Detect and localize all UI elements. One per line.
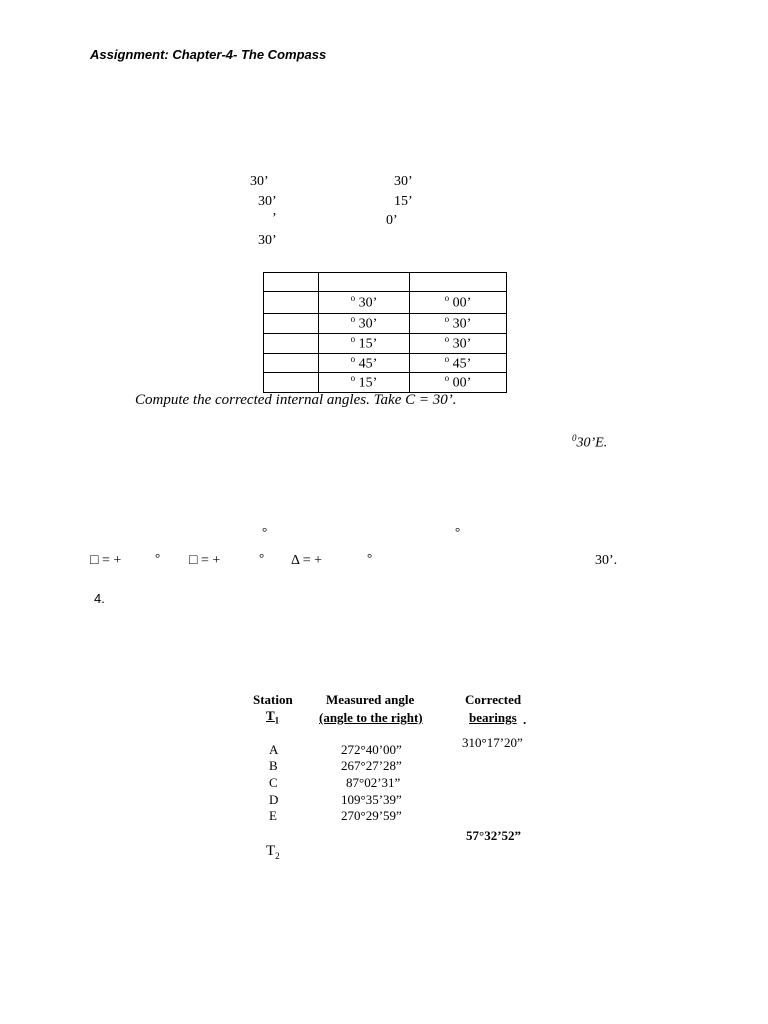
page-title: Assignment: Chapter-4- The Compass bbox=[90, 47, 327, 62]
angle-table bbox=[263, 272, 507, 393]
station-label: E bbox=[269, 808, 277, 823]
degree-mark: ° bbox=[262, 524, 268, 539]
bearing-start: 310°17’20” bbox=[462, 735, 523, 750]
table-cell: $^o$ 15’ bbox=[319, 334, 410, 354]
table-cell: $^o$ 15’ bbox=[319, 373, 410, 393]
table-cell bbox=[264, 273, 319, 292]
text-fragment: 30’ bbox=[394, 174, 413, 189]
table-cell: $^o$ 00’ bbox=[410, 292, 507, 314]
table-cell: $^o$ 30’ bbox=[319, 292, 410, 314]
measured-angle: 272°40’00” bbox=[341, 742, 402, 757]
table-cell bbox=[264, 334, 319, 354]
table-cell bbox=[264, 373, 319, 393]
header-station: Station bbox=[253, 692, 293, 707]
table-cell bbox=[410, 273, 507, 292]
question-number: 4. bbox=[94, 591, 105, 606]
station-label: B bbox=[269, 758, 278, 773]
degree-mark: ° bbox=[155, 550, 161, 565]
equation-term: Δ = + bbox=[291, 553, 323, 568]
traverse-table bbox=[240, 688, 540, 868]
text-fragment: 0’ bbox=[386, 213, 398, 228]
header-corrected: Corrected bbox=[465, 692, 522, 707]
bearing-fragment: $^0$30’E. bbox=[572, 433, 608, 451]
table-cell bbox=[319, 273, 410, 292]
header-measured: Measured angle bbox=[326, 692, 415, 707]
table-cell: $^o$ 45’ bbox=[319, 353, 410, 373]
degree-mark: ° bbox=[367, 550, 373, 565]
bearing-end: 57°32’52” bbox=[466, 828, 522, 843]
equation-term: □ = + bbox=[189, 553, 221, 568]
table-cell: $^o$ 30’ bbox=[410, 334, 507, 354]
stray-dot: . bbox=[523, 712, 527, 727]
equation-tail: 30’. bbox=[595, 553, 618, 568]
degree-mark: ° bbox=[259, 550, 265, 565]
station-label: A bbox=[269, 742, 279, 757]
start-station-label: $T_1$ bbox=[266, 708, 280, 726]
measured-angle: 87°02’31” bbox=[346, 775, 401, 790]
text-fragment: 30’ bbox=[250, 174, 269, 189]
table-cell bbox=[264, 314, 319, 334]
table-cell: $^o$ 45’ bbox=[410, 353, 507, 373]
degree-mark: ° bbox=[455, 524, 461, 539]
table-cell bbox=[264, 353, 319, 373]
measured-angle: 267°27’28” bbox=[341, 758, 402, 773]
table-cell: $^o$ 00’ bbox=[410, 373, 507, 393]
station-label: D bbox=[269, 792, 279, 807]
end-station-label: $T_2$ bbox=[266, 843, 280, 861]
table-cell: $^o$ 30’ bbox=[410, 314, 507, 334]
measured-angle: 109°35’39” bbox=[341, 792, 402, 807]
text-fragment: 15’ bbox=[394, 194, 413, 209]
table-cell: $^o$ 30’ bbox=[319, 314, 410, 334]
header-bearings: bearings bbox=[469, 710, 517, 725]
text-fragment: ’ bbox=[272, 211, 277, 226]
text-fragment: 30’ bbox=[258, 194, 277, 209]
instruction-text: Compute the corrected internal angles. Take C = 30’. bbox=[135, 392, 457, 408]
station-label: C bbox=[269, 775, 278, 790]
measured-angle: 270°29’59” bbox=[341, 808, 402, 823]
text-fragment: 30’ bbox=[258, 233, 277, 248]
header-measured-sub: (angle to the right) bbox=[319, 710, 423, 725]
equation-term: □ = + bbox=[90, 553, 122, 568]
table-cell bbox=[264, 292, 319, 314]
